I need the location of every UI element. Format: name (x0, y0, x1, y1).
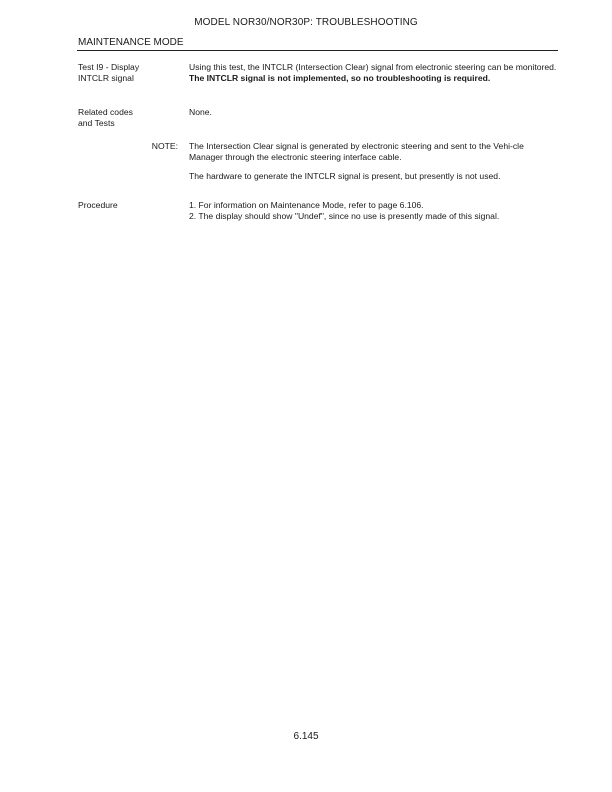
page-number: 6.145 (293, 731, 319, 742)
related-value: None. (189, 107, 212, 117)
test-description (189, 62, 557, 84)
note-label: NOTE: (151, 141, 178, 151)
test-description-text: Using this test, the INTCLR (Intersection Clear) signal from electronic steering can be monitored. (189, 62, 557, 72)
related-label (78, 107, 178, 129)
test-label-line2: INTCLR signal (78, 73, 134, 83)
related-row (78, 107, 558, 131)
test-label-line1: Test I9 - Display (78, 62, 140, 72)
test-label (78, 62, 178, 84)
related-label-line1: Related codes (78, 107, 133, 117)
procedure-steps (189, 200, 557, 222)
related-label-line2: and Tests (78, 118, 115, 128)
note-paragraph-1: The Intersection Clear signal is generated by electronic steering and sent to the Vehi-cle Manager through the electronic steering interface cable. (189, 141, 524, 162)
note-content (189, 141, 557, 182)
test-row (78, 62, 558, 98)
note-paragraph-2: The hardware to generate the INTCLR signal is present, but presently is not used. (189, 171, 501, 181)
procedure-step-1: 1. For information on Maintenance Mode, refer to page 6.106. (189, 200, 424, 210)
header-divider (77, 50, 558, 51)
procedure-label: Procedure (78, 200, 118, 210)
procedure-step-2: 2. The display should show "Undef", since no use is presently made of this signal. (189, 211, 500, 221)
test-description-bold-text: The INTCLR signal is not implemented, so no troubleshooting is required. (189, 73, 491, 83)
section-title: MAINTENANCE MODE (78, 37, 184, 48)
note-row (78, 141, 558, 191)
procedure-row (78, 200, 558, 240)
page-header: MODEL NOR30/NOR30P: TROUBLESHOOTING (194, 17, 418, 28)
